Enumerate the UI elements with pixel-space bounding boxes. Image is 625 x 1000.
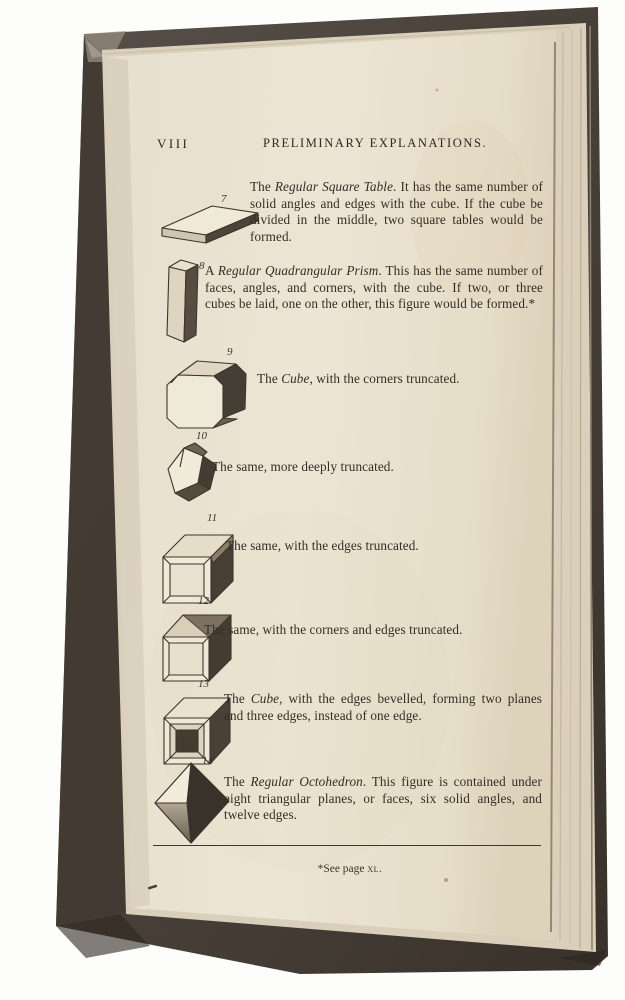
figure-8-quadrangular-prism-illustration	[162, 257, 202, 347]
figure-11-number: 11	[207, 512, 218, 524]
figure-9-truncated-cube-illustration	[157, 352, 255, 438]
figure-8-number: 8	[199, 260, 205, 272]
figure-9-number: 9	[227, 346, 233, 358]
footnote-page-ref: xl.	[367, 862, 383, 875]
figure-14-number: 14	[202, 755, 213, 767]
entry-11-text: The same, with the edges truncated.	[226, 538, 419, 553]
entry-10-text: The same, more deeply truncated.	[212, 459, 394, 474]
footnote-rule	[153, 845, 541, 846]
figure-13-number: 13	[198, 678, 209, 690]
page-number: VIII	[157, 136, 190, 151]
entry-9-text: The Cube, with the corners truncated.	[257, 371, 460, 386]
entry-8-text: A Regular Quadrangular Prism. This has the same number of faces, angles, and corners, with the cube. If two, or three cubes be laid, one on the other, this figure would be formed.*	[205, 263, 543, 312]
entry-14-text: The Regular Octohedron. This figure is contained under eight triangular planes, or faces, six solid angles, and twelve edges.	[224, 774, 543, 823]
figure-10-number: 10	[196, 430, 207, 442]
running-title: PRELIMINARY EXPLANATIONS.	[263, 136, 488, 150]
entry-12-text: The same, with the corners and edges truncated.	[204, 622, 463, 637]
entry-13-text: The Cube, with the edges bevelled, forming two planes and three edges, instead of one edge.	[224, 691, 543, 723]
figure-7-number: 7	[221, 193, 227, 205]
footnote: *See page xl.	[317, 862, 383, 875]
entry-7-text: The Regular Square Table. It has the same number of solid angles and edges with the cube. If the cube be divided in the middle, two square tables would be formed.	[250, 179, 544, 244]
footnote-marker: *	[317, 862, 324, 875]
figure-12-number: 12	[198, 595, 209, 607]
figure-7-square-table-illustration	[156, 200, 264, 250]
